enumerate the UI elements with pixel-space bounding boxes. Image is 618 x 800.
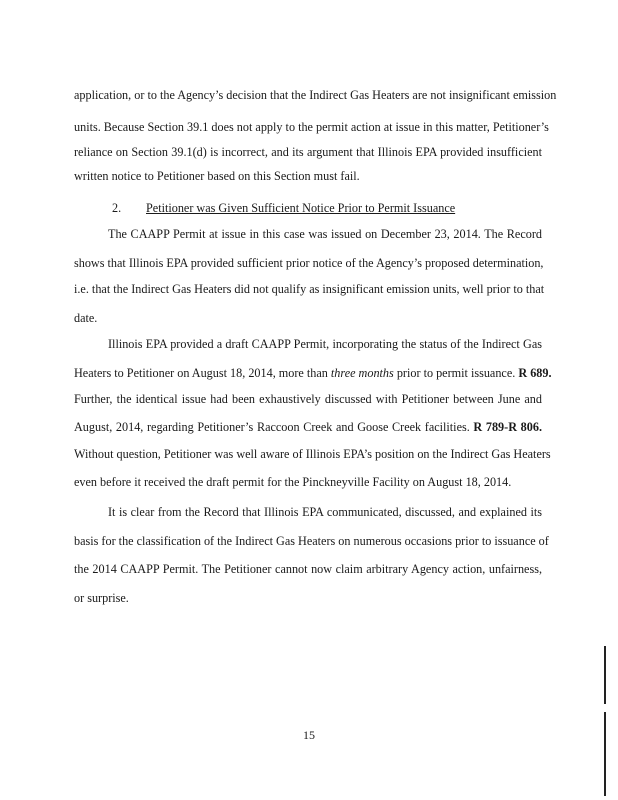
- paragraph-line: It is clear from the Record that Illinois EPA communicated, discussed, and explained its: [108, 505, 542, 519]
- paragraph-line: units. Because Section 39.1 does not apply to the permit action at issue in this matter, Petitioner’s: [74, 120, 549, 134]
- section-title: Petitioner was Given Sufficient Notice Prior to Permit Issuance: [146, 201, 456, 215]
- text-run: August, 2014, regarding Petitioner’s Raccoon Creek and Goose Creek facilities.: [74, 420, 474, 434]
- revision-bar: [604, 646, 606, 704]
- paragraph-line: written notice to Petitioner based on this Section must fail.: [74, 169, 360, 183]
- page-number: 15: [303, 728, 315, 742]
- paragraph-line: even before it received the draft permit for the Pinckneyville Facility on August 18, 2014.: [74, 475, 512, 489]
- record-citation: R 789-R 806.: [473, 420, 542, 434]
- paragraph-line: Illinois EPA provided a draft CAAPP Permit, incorporating the status of the Indirect Gas: [108, 337, 542, 351]
- text-run: Heaters to Petitioner on August 18, 2014, more than: [74, 366, 331, 380]
- section-heading: [112, 201, 455, 215]
- paragraph-line: basis for the classification of the Indirect Gas Heaters on numerous occasions prior to issuance of: [74, 534, 549, 548]
- paragraph-line: or surprise.: [74, 591, 129, 605]
- paragraph-line: the 2014 CAAPP Permit. The Petitioner cannot now claim arbitrary Agency action, unfairness,: [74, 562, 542, 576]
- emphasis-text: three months: [330, 366, 394, 380]
- text-run: prior to permit issuance.: [393, 366, 519, 380]
- paragraph-line: reliance on Section 39.1(d) is incorrect, and its argument that Illinois EPA provided insufficient: [74, 145, 542, 159]
- paragraph-line: [74, 420, 542, 434]
- paragraph-line: Without question, Petitioner was well aware of Illinois EPA’s position on the Indirect Gas Heaters: [74, 447, 551, 461]
- section-number: 2.: [112, 201, 122, 215]
- record-citation: R 689.: [518, 366, 552, 380]
- paragraph-line: Further, the identical issue had been exhaustively discussed with Petitioner between June and: [74, 392, 542, 406]
- paragraph-line: application, or to the Agency’s decision that the Indirect Gas Heaters are not insignificant emission: [74, 88, 557, 102]
- revision-bar: [604, 712, 606, 796]
- paragraph-line: The CAAPP Permit at issue in this case was issued on December 23, 2014. The Record: [108, 227, 542, 241]
- paragraph-line: [74, 366, 552, 380]
- paragraph-line: date.: [74, 311, 98, 325]
- paragraph-line: shows that Illinois EPA provided sufficient prior notice of the Agency’s proposed determination,: [74, 256, 544, 270]
- paragraph-line: i.e. that the Indirect Gas Heaters did not qualify as insignificant emission units, well prior to that: [74, 282, 545, 296]
